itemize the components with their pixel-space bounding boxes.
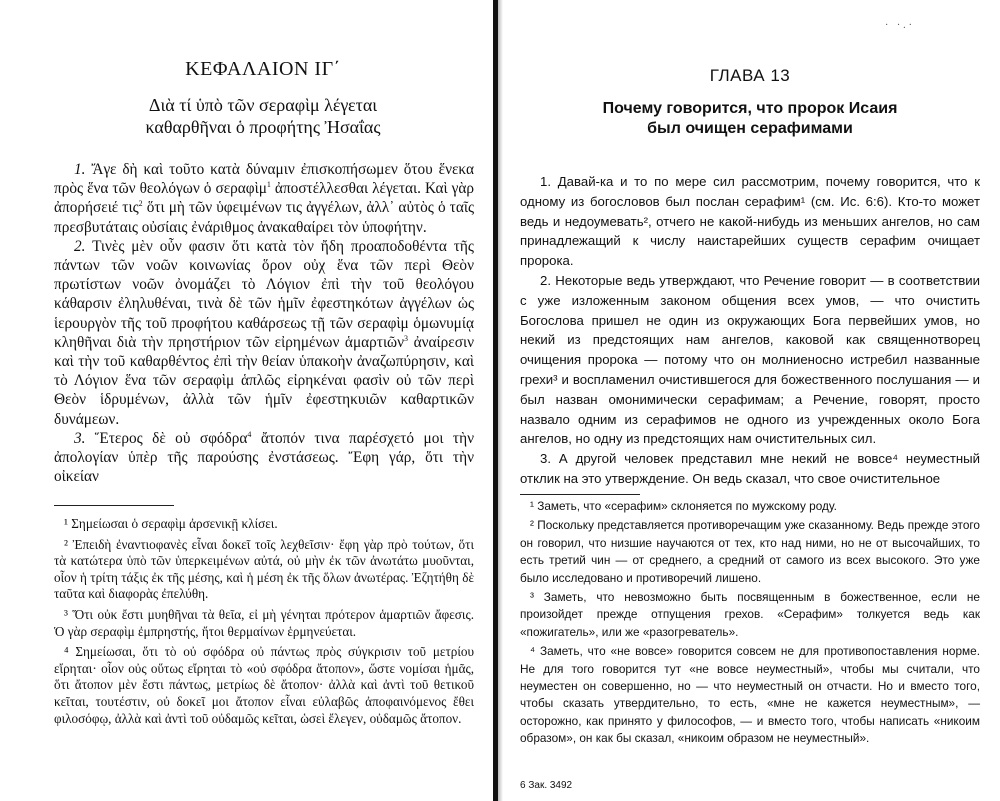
- russian-paragraph-2: 2. Некоторые ведь утверждают, что Речение говорит — в соответствии с уже изложенным законом общения всех умов, — что очистить Богослова пришел не один из окружающих Бога первейших умов, но некий из предстоящих нам ангелов, каковой как священнотворец очищения пророка — потому что он молниеносно истребил названные грехи³ и воспламенил очистившегося для божественного послушания — и был назван омонимически серафимам; а Речение, говорят, просто назвало одним из серафимов не одного из учрежденных около Бога ангелов, но одну из предстоящих нам очистительных сил.: [520, 272, 980, 447]
- greek-heading-line-1: Διὰ τί ὑπὸ τῶν σεραφὶμ λέγεται: [148, 95, 378, 115]
- russian-footnote-1: ¹ Заметь, что «серафим» склоняется по мужскому роду.: [530, 499, 837, 513]
- russian-heading-line-2: был очищен серафимами: [647, 120, 853, 137]
- russian-footnote-rule: [520, 494, 640, 495]
- greek-paragraph-1: 1. Ἄγε δὴ καὶ τοῦτο κατὰ δύναμιν ἐπισκοπήσωμεν ὅτου ἕνεκα πρὸς ἕνα τῶν θεολόγων ὁ σεραφὶμ$^1$ ἀποστέλλεσθαι λέγεται. Καὶ γὰρ ἀπορήσειέ τις$^2$ ὅτι μὴ τῶν ὑφειμένων τις ἀγγέλων, ἀλλ᾽ αὐτὸς ὁ ταῖς πρεσβυτάταις οὐσίαις ἐνάριθμος ἀνακαθαίρει τὸν ὑποφήτην.: [54, 161, 475, 236]
- greek-footnote-2: ² Ἐπειδὴ ἐναντιοφανὲς εἶναι δοκεῖ τοῖς λεχθεῖσιν· ἔφη γὰρ πρὸ τούτων, ὅτι τὰ κατώτερα ὑπὸ τῶν ὑπερκειμένων αὐτά, οὐ μὴν ἐκ τῶν ἀνωτάτω μυοῦνται, οἷον ἡ τρίτη τάξις ἐκ τῆς μέσης, καὶ ἡ μέση ἐκ τῆς ὅλων ἀνωτέρας. Ἐζητήθη δὲ ταῦτα καὶ διαφορὰς ἐπελύθη.: [54, 536, 474, 602]
- greek-footnote-3: ³ Ὅτι οὐκ ἔστι μυηθῆναι τὰ θεῖα, εἰ μὴ γένηται πρότερον ἁμαρτιῶν ἄφεσις. Ὁ γὰρ σεραφὶμ ἐμπρηστής, ἤτοι θερμαίνων ἑρμηνεύεται.: [54, 606, 474, 639]
- printer-signature: 6 Зак. 3492: [520, 780, 573, 791]
- greek-footnote-rule: [54, 505, 174, 506]
- russian-body: [520, 172, 980, 489]
- greek-body: [54, 160, 474, 486]
- greek-footnote-1: ¹ Σημείωσαι ὁ σεραφὶμ ἀρσενικῇ κλίσει.: [64, 516, 278, 531]
- russian-footnote-2: ² Поскольку представляется противоречащим уже сказанному. Ведь прежде этого он говорил, что низшие научаются от тех, кто над ними, но не от высочайших, то есть третий чин — от среднего, а средний от самого из всех высокого. Это уже было исследовано и противоречий лишено.: [520, 518, 980, 585]
- russian-footnote-3: ³ Заметь, что невозможно быть посвященным в божественное, если не произойдет прежде отпущения грехов. «Серафим» толкуется ведь как «пожигатель», или же «разогреватель».: [520, 590, 980, 639]
- russian-chapter-title: ГЛАВА 13: [709, 66, 791, 85]
- greek-paragraph-2: 2. Τινὲς μὲν οὖν φασιν ὅτι κατὰ τὸν ἤδη προαποδοθέντα τῆς πάντων τῶν νοῶν κοινωνίας ὅρον οὐχ ἕνα τῶν περὶ Θεὸν πρωτίστων νοῶν ὀνομάζει τὸ Λόγιον ἐπὶ τὴν τοῦ θεολόγου κάθαρσιν ἐληλυθέναι, τινὰ δὲ τῶν ἡμῖν ἐφεστηκότων ἀγγέλων ὡς ἱερουργὸν τῆς τοῦ προφήτου καθάρσεως τῇ τῶν σεραφὶμ ὁμωνυμίᾳ κληθῆναι διὰ τὴν πρηστήριον τῶν εἰρημένων ἁμαρτιῶν$^3$ ἀναίρεσιν καὶ τὴν τοῦ καθαρθέντος ἐπὶ τὴν θείαν ὑπακοὴν ἀναζωπύρησιν, καὶ τὸ Λόγιον ἕνα τῶν σεραφὶμ ἁπλῶς εἰρηκέναι φασὶν οὐ τῶν περὶ Θεὸν ἱδρυμένων, ἀλλὰ τῶν ἡμῖν ἐφεστηκυιῶν καθαρτικῶν δυνάμεων.: [54, 237, 474, 428]
- russian-heading-line-1: Почему говорится, что пророк Исаия: [602, 100, 898, 117]
- greek-footnote-4: ⁴ Σημείωσαι, ὅτι τὸ οὐ σφόδρα οὐ πάντως πρὸς σύγκρισιν τοῦ μετρίου εἴρηται· οἷον οὐς οὕτως εἴρηται τὸ «οὐ σφόδρα ἄτοπον», ὥστε νομίσαι ἡμᾶς, ὅτι ἄτοπον μὲν ἔστι πάντως, μετρίως δὲ ἄτοπον· ἀλλὰ καὶ ἀντὶ τοῦ θετικοῦ κεῖται, τουτέστιν, οὐ δοκεῖ μοι ἄτοπον εἶναι εὐλαβῶς ἀποφαινόμενος ἔθει φιλοσόφῳ, ἀλλὰ καὶ ἀντὶ τοῦ οὐδαμῶς κεῖται, ὡσεὶ ἔλεγεν, οὐδαμῶς ἄτοπον.: [54, 644, 474, 726]
- greek-chapter-title: ΚΕΦΑΛΑΙΟΝ ΙΓ΄: [185, 58, 341, 80]
- russian-paragraph-1: 1. Давай-ка и то по мере сил рассмотрим, почему говорится, что к одному из богословов был послан серафим¹ (см. Ис. 6:6). Кто-то может ведь и недоумевать², отчего не какой-нибудь из меньших ангелов, но сам принадлежащий к числу наистарейших существ серафим очищает пророка.: [520, 174, 980, 269]
- greek-heading-line-2: καθαρθῆναι ὁ προφήτης Ἠσαΐας: [145, 117, 381, 137]
- greek-footnotes: [54, 516, 474, 731]
- russian-chapter-heading: [520, 99, 980, 139]
- russian-footnotes: [520, 498, 980, 750]
- greek-paragraph-3: 3. Ἕτερος δὲ οὐ σφόδρα$^4$ ἄτοπόν τινα παρέσχετό μοι τὴν ἀπολογίαν ὑπὲρ τῆς παρούσης ἐνστάσεως. Ἔφη γάρ, ὅτι τὴν οἰκείαν: [54, 429, 474, 486]
- greek-chapter-heading: [54, 94, 472, 138]
- gutter-shadow: [498, 0, 503, 801]
- russian-footnote-4: ⁴ Заметь, что «не вовсе» говорится совсем не для противопоставления норме. Не для того говорится тут «не вовсе неуместный», чтобы мы считали, что неуместен он совершенно, но — что неуместный он отчасти. Но и вместо того, чтобы сказать утвердительно, то есть, «мне не кажется неуместным», —осторожно, как принято у философов, — и вместо того, чтобы написать «никоим образом», он как бы сказал, «никоим образом не неуместный».: [520, 644, 980, 746]
- russian-paragraph-3: 3. А другой человек представил мне некий не вовсе⁴ неуместный отклик на это утверждение. Он ведь сказал, что свое очистительное: [520, 451, 980, 486]
- scan-specks: · ·.·: [885, 20, 915, 31]
